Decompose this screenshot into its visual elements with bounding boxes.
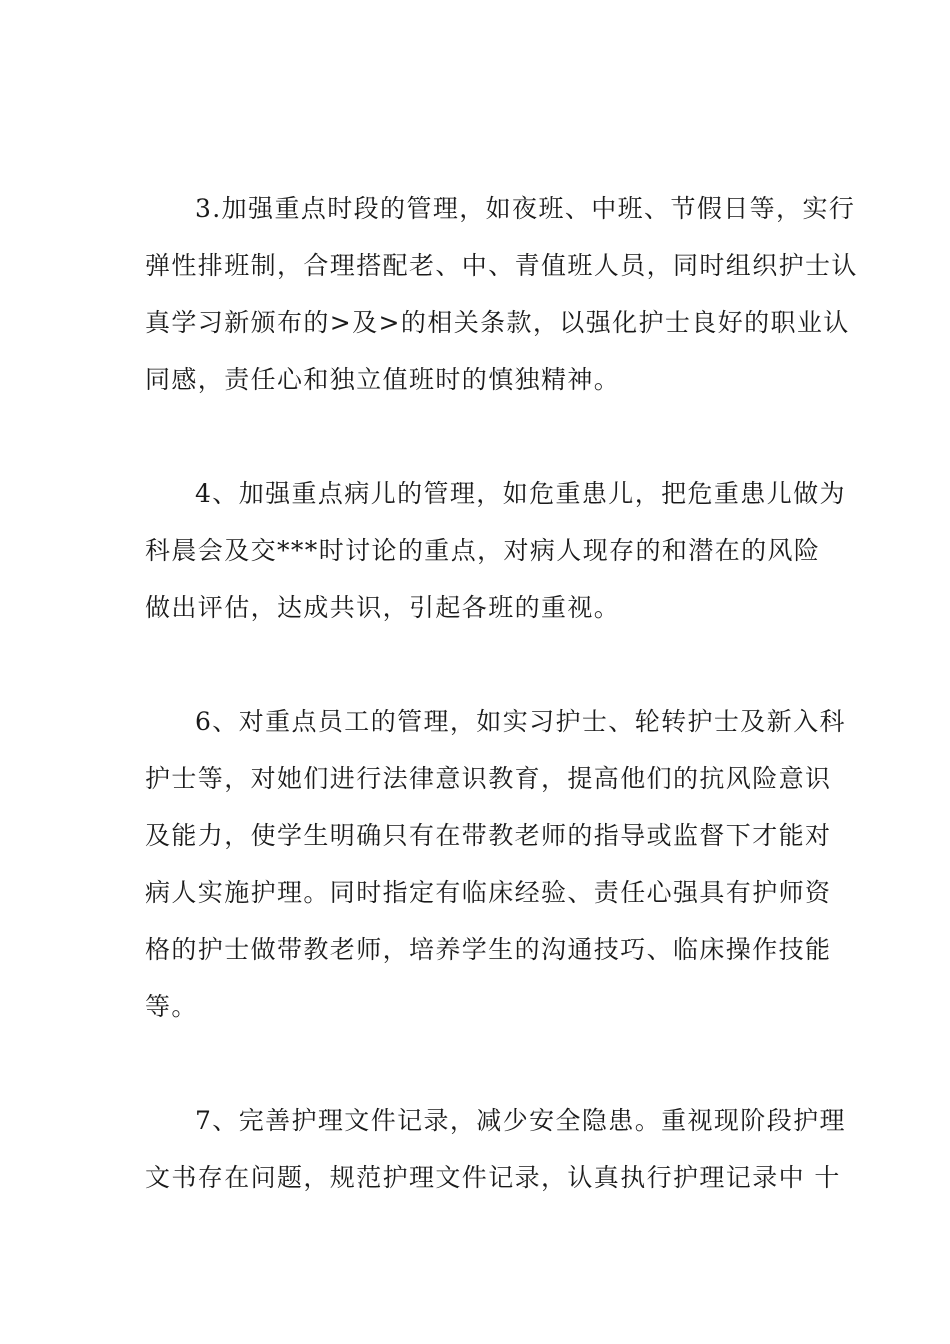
text-line: 护士等，对她们进行法律意识教育，提高他们的抗风险意识 <box>145 764 832 793</box>
text-line: 3.加强重点时段的管理，如夜班、中班、节假日等，实行 <box>195 194 856 223</box>
text-line: 文书存在问题，规范护理文件记录，认真执行护理记录中 十 <box>145 1163 841 1192</box>
text-line: 格的护士做带教老师，培养学生的沟通技巧、临床操作技能 <box>145 935 832 964</box>
text-line: 科晨会及交***时讨论的重点，对病人现存的和潜在的风险 <box>145 536 821 565</box>
text-line: 病人实施护理。同时指定有临床经验、责任心强具有护师资 <box>145 878 832 907</box>
text-line: 等。 <box>145 992 198 1021</box>
text-line: 真学习新颁布的>及>的相关条款，以强化护士良好的职业认 <box>145 308 850 337</box>
text-line: 同感，责任心和独立值班时的慎独精神。 <box>145 365 621 394</box>
text-line: 7、完善护理文件记录，减少安全隐患。重视现阶段护理 <box>195 1106 846 1135</box>
text-line: 及能力，使学生明确只有在带教老师的指导或监督下才能对 <box>145 821 832 850</box>
text-line: 做出评估，达成共识，引起各班的重视。 <box>145 593 621 622</box>
text-line: 4、加强重点病儿的管理，如危重患儿，把危重患儿做为 <box>195 479 846 508</box>
text-line: 弹性排班制，合理搭配老、中、青值班人员，同时组织护士认 <box>145 251 858 280</box>
text-line: 6、对重点员工的管理，如实习护士、轮转护士及新入科 <box>195 707 846 736</box>
